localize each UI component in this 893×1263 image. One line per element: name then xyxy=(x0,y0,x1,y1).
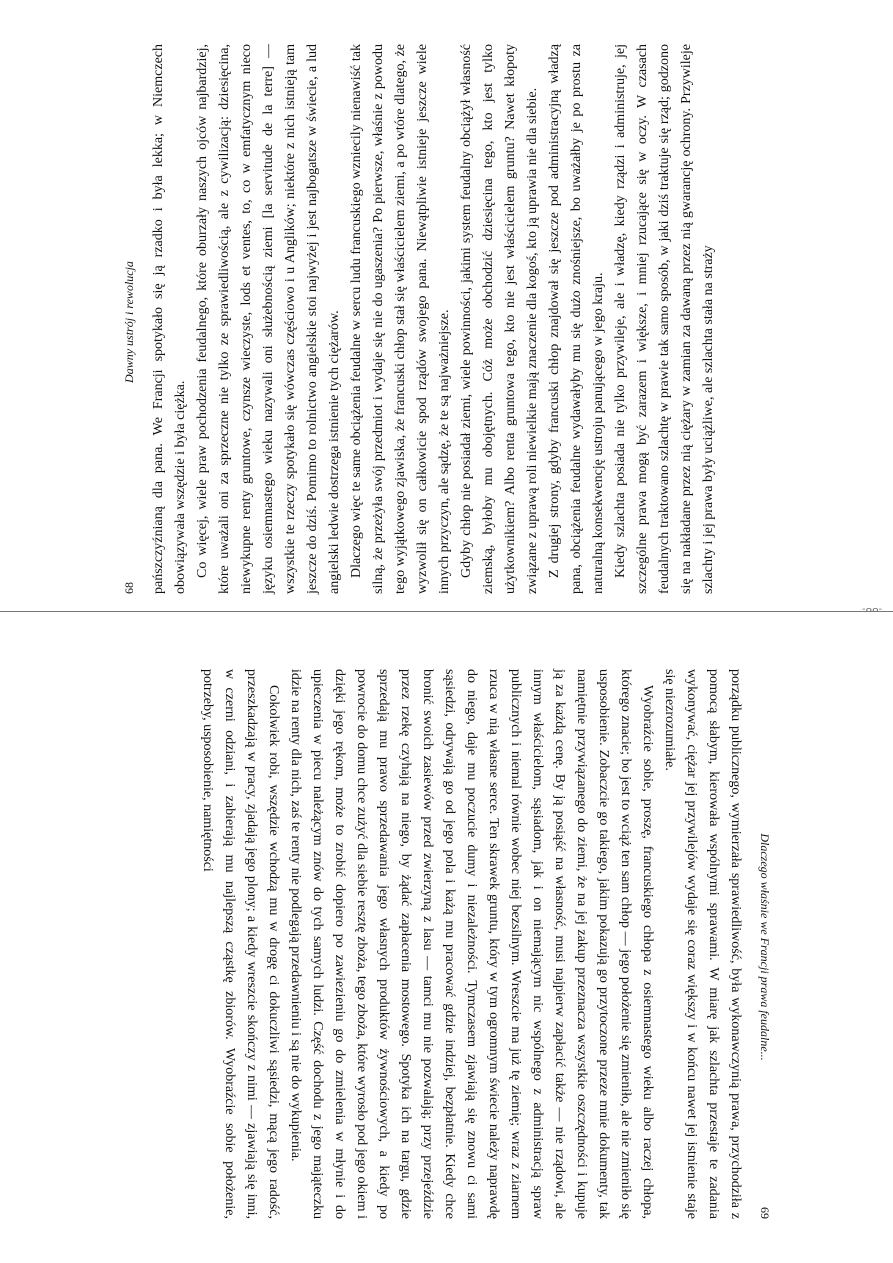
paragraph: Co więcej, wiele praw pochodzenia feudalnego, które oburzały naszych ojców najbardziej, które uważali oni za sprzeczne nie tylko ze sprawiedliwością, ale z cywilizacją: dziesięcina, niewykupne renty gruntowe, czynsze wieczyste, lods et ventes, to, co w emfatycznym nieco języku osiemnastego wieku nazywali oni służebnością ziemi [la servitude de la terre] — wszystkie te rzeczy spotykało się wówczas częściowo i u Anglików; niektóre z nich istnieją tam jeszcze do dziś. Pomimo to rolnictwo angielskie stoi najwyżej i jest najbogatsze w świecie, a lud angielski ledwie dostrzega istnienie tych ciężarów. xyxy=(195,44,342,594)
paragraph: Cokolwiek robi, wszędzie wchodzą mu w drogę ci dokuczliwi sąsiedzi, mącą jego radość, przeszkadzają w pracy, zjadają jego plony; a kiedy wreszcie skończy z nimi — zjawiają się inni, w czerni odziani, i zabierają mu najlepszą cząstkę zbiorów. Wyobraźcie sobie położenie, potrzeby, usposobienie, namiętności xyxy=(200,669,281,1219)
page-number: 69 xyxy=(758,1207,772,1219)
left-page-68 xyxy=(104,30,849,610)
running-title: Dawny ustrój i rewolucja xyxy=(122,261,136,383)
page-number: 68 xyxy=(122,582,136,594)
page-divider xyxy=(0,611,893,612)
running-title: Dlaczego właśnie we Francji prawa feudalne... xyxy=(758,833,772,1061)
paragraph: porządku publicznego, wymierzała sprawiedliwość, była wykonawczynią prawa, przychodziła z pomocą słabym, kierowała wspólnymi sprawami. W miarę jak szlachta przestaje te zadania wykonywać, ciężar jej przywilejów wydaje się coraz większy i w końcu nawet jej istnienie staje się niezrozumiałe. xyxy=(662,669,743,1219)
paragraph: pańszczyźnianą dla pana. We Francji spotykało się ją rzadko i była lekka; w Niemczech obowiązywała wszędzie i była ciężka. xyxy=(151,44,188,594)
page-body xyxy=(148,44,720,594)
page-header xyxy=(750,669,772,1219)
page-body xyxy=(196,669,746,1219)
paragraph: Dlaczego więc te same obciążenia feudalne w sercu ludu francuskiego wzniecily nienawiść tak silną, że przeżyła swój przedmiot i wydaje się nie do ugaszenia? Po pierwsze, właśnie z powodu tego wyjątkowego zjawiska, że francuski chłop stał się właścicielem ziemi, a po wtóre dlatego, że wyzwolił się on całkowicie spod rządów swojego pana. Niewątpliwie istnieje jeszcze wiele innych przyczyn, ale sądzę, że te są najważniejsze. xyxy=(349,44,452,594)
paragraph: Wyobraźcie sobie, proszę, francuskiego chłopa z osiemnastego wieku albo raczej chłopa, którego znacie; bo jest to wciąż ten sam chłop — jego położenie się zmieniło, ale nie zmieniło się usposobienie. Zobaczcie go takiego, jakim pokazują go przytoczone przeze mnie dokumenty, tak namiętnie przywiązanego do ziemi, że na jej zakup przeznacza wszystkie oszczędności i kupuje ją za każdą cenę. By ją posiąść na własność, musi najpierw zapłacić także — nie rządowi, ale innym właścicielom, sąsiadom, jak i on niemającym nic wspólnego z administracją spraw publicznych i niemal równie wobec niej bezsilnym. Wreszcie ma już tę ziemię; wraz z ziarnem rzuca w nią własne serce. Ten skrawek gruntu, który w tym ogromnym świecie należy naprawdę do niego, daje mu poczucie dumy i niezależności. Tymczasem zjawiają się znowu ci sami sąsiedzi, odrywają go od jego pola i każą mu pracować gdzie indziej, bezpłatnie. Kiedy chce bronić swoich zasiewów przed zwierzyną z lasu — tamci mu nie pozwalają; przy przejeździe przez rzekę czyhają na niego, by żądać zapłacenia mostowego. Spotyka ich na targu, gdzie sprzedają mu prawo sprzedawania jego własnych produktów żywnościowych, a kiedy po powrocie do domu chce zużyć dla siebie resztę zboża, tego zboża, które wyrosło pod jego okiem i dzięki jego rękom, może to zrobić dopiero po zawiezieniu go do zmielenia w młynie i do upieczenia w piecu należącym znów do tych samych ludzi. Część dochodu z jego mająteczku idzie na renty dla nich, zaś te renty nie podlegają przedawnieniu i są nie do wykupienia. xyxy=(288,669,655,1219)
paragraph: Z drugiej strony, gdyby francuski chłop znajdował się jeszcze pod administracyjną władzą pana, obciążenia feudalne wydawałyby mu się dużo znośniejsze, bo uważałby je po prostu za naturalną konsekwencję ustroju panującego w jego kraju. xyxy=(547,44,606,594)
right-page-69 xyxy=(45,653,790,1233)
paragraph: Kiedy szlachta posiada nie tylko przywileje, ale i władzę, kiedy rządzi i administruje, jej szczególne prawa mogą być zarazem i większe, i mniej rzucające się w oczy. W czasach feudalnych traktowano szlachtę w prawie tak samo sposób, w jaki dziś traktuje się rząd; godzono się na nakładane przez nią ciężary w zamian za dawaną przez nią gwarancję ochrony. Przywileje szlachty i jej prawa były uciążliwe, ale szlachta stała na straży xyxy=(613,44,716,594)
scan-mark: -ⴰⴰ- xyxy=(862,604,883,615)
page-header xyxy=(122,44,144,594)
paragraph: Gdyby chłop nie posiadał ziemi, wiele powinności, jakimi system feudalny obciążył własność ziemską, byłoby mu obojętnych. Cóż może obchodzić dziesięcina tego, kto jest tylko użytkownikiem? Albo renta gruntowa tego, kto nie jest właścicielem gruntu? Nawet kłopoty związane z uprawą roli niewielkie mają znaczenie dla kogoś, kto ją uprawia nie dla siebie. xyxy=(459,44,540,594)
